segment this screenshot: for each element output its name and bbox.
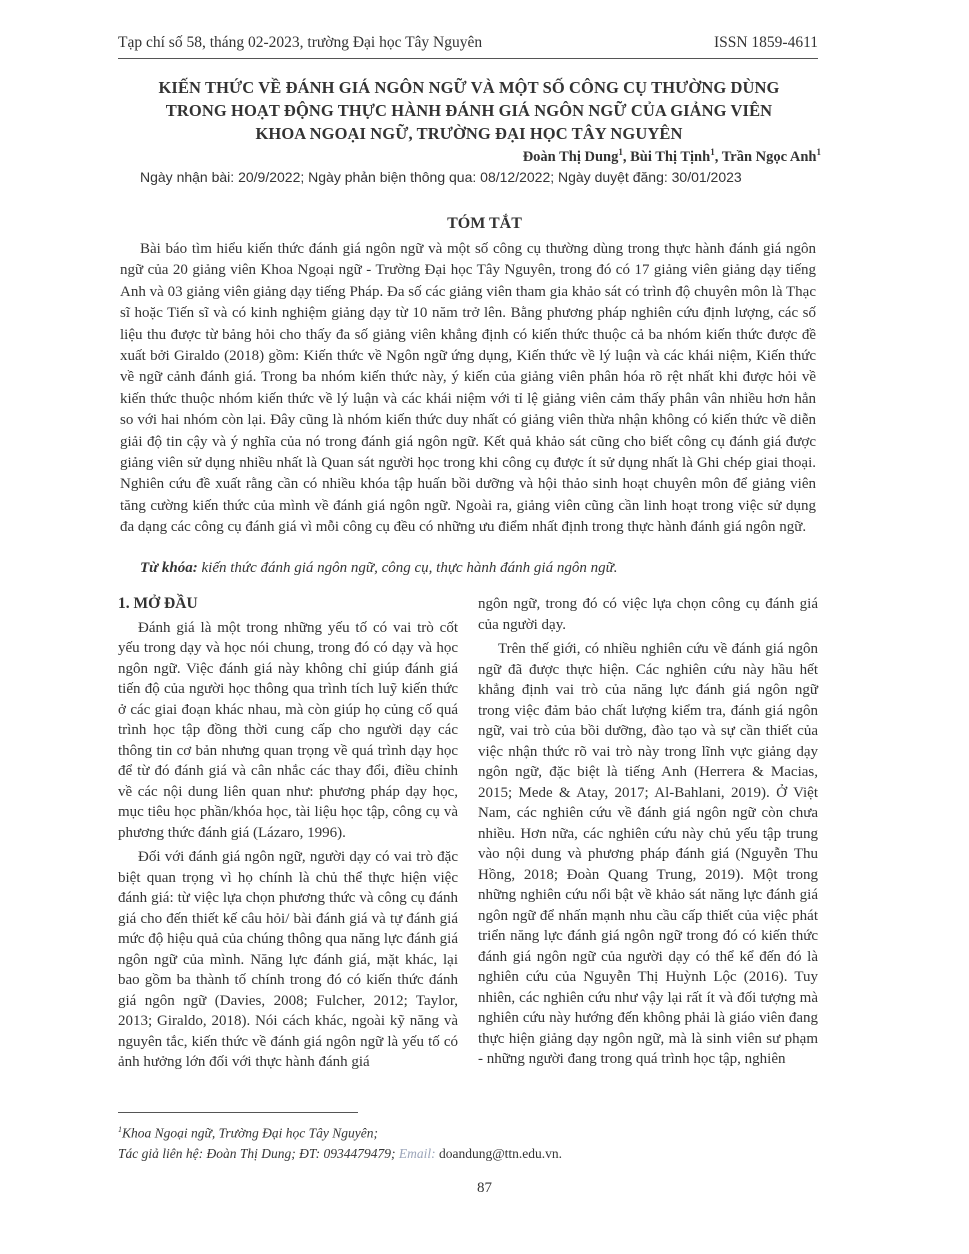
- paragraph: Trên thế giới, có nhiều nghiên cứu về đánh giá ngôn ngữ đã được thực hiện. Các nghiên cứu này hầu hết khẳng định vai trò của năng lực đánh giá ngôn ngữ trong việc đảm bảo chất lượng kiểm tra, đánh giá ngôn ngữ, vai trò của bồi dưỡng, đào tạo và sự cần thiết của việc nhận thức rõ vai trò này trong lĩnh vực giảng dạy ngôn ngữ, đặc biệt là tiếng Anh (Herrera & Macias, 2015; Mede & Atay, 2017; Al-Bahlani, 2019). Ở Việt Nam, các nghiên cứu về đánh giá ngôn ngữ còn chưa nhiều. Hơn nữa, các nghiên cứu này chủ yếu tập trung vào nội dung và phương pháp đánh giá (Nguyễn Thu Hồng, 2018; Đoàn Quang Trung, 2019). Một trong những nghiên cứu nổi bật về khảo sát năng lực đánh giá ngôn ngữ để nhấn mạnh nhu cầu cấp thiết của việc phát triển năng lực đánh giá ngôn ngữ trong đó có kiến thức đánh giá ngôn ngữ của người dạy có thể kể đến đó là nghiên cứu của Nguyễn Thị Huỳnh Lộc (2016). Tuy nhiên, các nghiên cứu như vậy lại rất ít và đối tượng mà nghiên cứu này hướng đến không phải là giáo viên đang thực hiện giảng dạy ngôn ngữ, mà là sinh viên sư phạm - những người đang trong quá trình học tập, nghiên: [478, 641, 818, 1067]
- issn: ISSN 1859-4611: [713, 34, 818, 51]
- affiliation-mark: 1: [816, 147, 821, 157]
- footnotes: [118, 1120, 818, 1164]
- footnote-affiliation: [118, 1120, 818, 1144]
- right-column: [478, 594, 818, 1074]
- footnote-rule: [118, 1112, 358, 1113]
- paragraph: Đánh giá là một trong những yếu tố có vai trò cốt yếu trong dạy và học nói chung, trong đó có dạy và học ngôn ngữ. Việc đánh giá này không chỉ giúp đánh giá tiến độ của người học thông qua trình tích luỹ kiến thức ở các giai đoạn khác nhau, mà còn giúp họ củng cố quá trình học tập đồng thời cung cấp cho người dạy các thông tin cơ bản nhưng quan trọng về quá trình dạy học để từ đó đánh giá và cân nhắc các thay đổi, điều chỉnh về các nội dung liên quan như: phương pháp dạy học, mục tiêu học phần/khóa học, tài liệu học tập, công cụ và phương thức đánh giá (Lázaro, 1996).: [118, 619, 458, 841]
- page-number: 87: [477, 1180, 492, 1196]
- abstract-heading: TÓM TẮT: [447, 215, 522, 232]
- author-3: Trần Ngọc Anh: [721, 148, 817, 165]
- affiliation-mark: 1: [710, 147, 715, 157]
- title-line-3: KHOA NGOẠI NGỮ, TRƯỜNG ĐẠI HỌC TÂY NGUYÊN: [255, 124, 683, 143]
- keywords-label: Từ khóa:: [140, 560, 198, 576]
- header-rule: [118, 58, 818, 59]
- email-label: Email:: [398, 1145, 436, 1161]
- author-list: [523, 147, 821, 166]
- journal-info: Tạp chí số 58, tháng 02-2023, trường Đại học Tây Nguyên: [118, 34, 483, 51]
- footnote-contact: [118, 1144, 818, 1164]
- author-2: Bùi Thị Tịnh: [630, 148, 711, 165]
- affiliation-text: Khoa Ngoại ngữ, Trường Đại học Tây Nguyên;: [122, 1125, 378, 1141]
- contact-text: Tác giả liên hệ: Đoàn Thị Dung; ĐT: 0934479479;: [118, 1145, 399, 1161]
- footnote-mark: 1: [118, 1125, 122, 1134]
- paragraph: ngôn ngữ, trong đó có việc lựa chọn công cụ đánh giá của người dạy.: [478, 596, 818, 633]
- affiliation-mark: 1: [618, 147, 623, 157]
- paper-title: [100, 76, 838, 145]
- keywords: [140, 560, 820, 577]
- section-heading: 1. MỞ ĐẦU: [118, 595, 198, 612]
- author-separator: ,: [714, 148, 722, 165]
- publication-dates: Ngày nhận bài: 20/9/2022; Ngày phản biện thông qua: 08/12/2022; Ngày duyệt đăng: 30/01/2023: [140, 169, 742, 185]
- author-separator: ,: [622, 148, 631, 165]
- keywords-text: kiến thức đánh giá ngôn ngữ, công cụ, thực hành đánh giá ngôn ngữ.: [197, 560, 618, 576]
- title-line-2: TRONG HOẠT ĐỘNG THỰC HÀNH ĐÁNH GIÁ NGÔN NGỮ CỦA GIẢNG VIÊN: [165, 101, 773, 120]
- abstract-text: Bài báo tìm hiểu kiến thức đánh giá ngôn ngữ và một số công cụ thường dùng trong thực hành đánh giá ngôn ngữ của 20 giảng viên Khoa Ngoại ngữ - Trường Đại học Tây Nguyên, trong đó có 17 giảng viên giảng dạy tiếng Anh và 03 giảng viên giảng dạy tiếng Pháp. Đa số các giảng viên tham gia khảo sát có trình độ chuyên môn là Thạc sĩ hoặc Tiến sĩ và có kinh nghiệm giảng dạy từ 10 năm trở lên. Bằng phương pháp nghiên cứu định lượng, các số liệu thu được từ bảng hỏi cho thấy đa số giảng viên khẳng định có kiến thức thuộc cả ba nhóm kiến thức được đề xuất bởi Giraldo (2018) gồm: Kiến thức về Ngôn ngữ ứng dụng, Kiến thức về lý luận và các khái niệm, Kiến thức về ngữ cảnh đánh giá. Trong ba nhóm kiến thức này, ý kiến của giảng viên phân hóa rõ rệt nhất khi được hỏi về kiến thức thuộc nhóm kiến thức về lý luận và các khái niệm với tỉ lệ giảng viên cảm thấy phân vân nhiều hơn hẳn so với hai nhóm còn lại. Đây cũng là nhóm kiến thức duy nhất có giảng viên thừa nhận không có kiến thức về diễn giải độ tin cậy và ý nghĩa của nó trong đánh giá ngôn ngữ. Kết quả khảo sát cũng cho biết công cụ đánh giá được giảng viên sử dụng nhiều nhất là Quan sát người học trong khi công cụ được ít sử dụng nhất là Ghi chép giai thoại. Nghiên cứu đề xuất rằng cần có nhiều khóa tập huấn bồi dưỡng và hội thảo sinh hoạt chuyên môn để giảng viên tăng cường kiến thức của mình về đánh giá ngôn ngữ. Ngoài ra, giảng viên cũng cần linh hoạt trong việc sử dụng đa dạng các công cụ đánh giá vì mỗi công cụ đều có những ưu điểm nhất định trong thực hành đánh giá ngôn ngữ.: [120, 241, 816, 536]
- title-line-1: KIẾN THỨC VỀ ĐÁNH GIÁ NGÔN NGỮ VÀ MỘT SỐ CÔNG CỤ THƯỜNG DÙNG: [158, 78, 780, 97]
- author-1: Đoàn Thị Dung: [522, 148, 619, 165]
- email-address: doandung@ttn.edu.vn.: [435, 1145, 563, 1161]
- left-column: [118, 594, 458, 1077]
- paragraph: Đối với đánh giá ngôn ngữ, người dạy có vai trò đặc biệt quan trọng vì họ chính là chủ thể thực hiện việc đánh giá: từ việc lựa chọn phương thức và công cụ đánh giá cho đến thiết kế câu hỏi/ bài đánh giá và tự đánh giá mức độ hiệu quả của chúng thông qua năng lực đánh giá ngôn ngữ của mình. Năng lực đánh giá, mặt khác, lại bao gồm ba thành tố chính trong đó có kiến thức đánh giá ngôn ngữ (Davies, 2008; Fulcher, 2012; Taylor, 2013; Giraldo, 2018). Nói cách khác, ngoài kỹ năng và nguyên tắc, kiến thức về đánh giá ngôn ngữ là yếu tố có ảnh hưởng lớn đối với thực hành đánh giá: [118, 849, 458, 1070]
